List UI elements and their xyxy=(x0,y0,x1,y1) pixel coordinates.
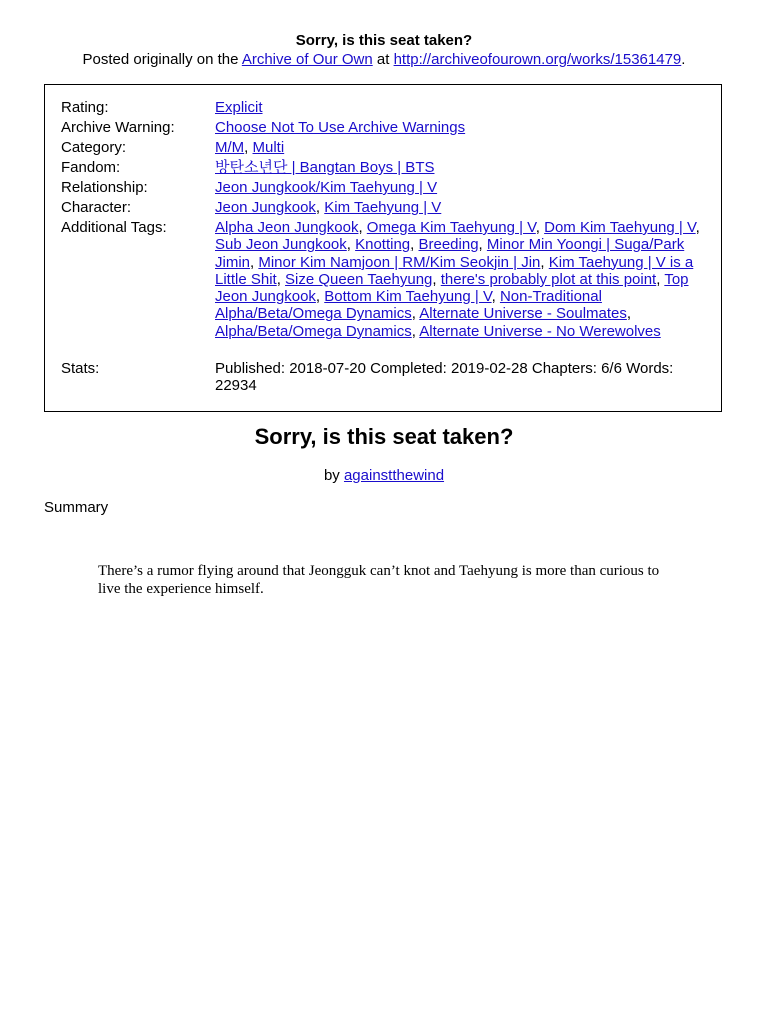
work-metadata-box: Rating: Explicit Archive Warning: Choose Not To Use Archive Warnings Category: M/M, Multi Fandom: 방탄소년단 | Bangtan Boys | BTS Relationship: Jeon Jungkook/Kim Taehyung | V Character: Jeon Jungkook, Kim Taehyung | V Additional Tags: Alpha Jeon Jungkook, Omega Kim Taehyung | V, Dom Kim Taehyung | V, Sub Jeon Jungkook, Knotting, Breeding, Minor Min Yoongi | Suga/Park Jimin, Minor Kim Namjoon | RM/Kim Seokjin | Jin, Kim Taehyung | V is a Little Shit, Size Queen Taehyung, there's probably plot at this point, Top Jeon Jungkook, Bottom Kim Taehyung | V, Non-Traditional Alpha/Beta/Omega Dynamics, Alternate Universe - Soulmates, Alpha/Beta/Omega Dynamics, Alternate Universe - No Werewolves Stats: Published: 2018-07-20 Completed: 2019-02-28 Chapters: 6/6 Words: 22934 xyxy=(44,84,722,412)
character-label: Character: xyxy=(61,199,132,216)
character-link[interactable]: Jeon Jungkook xyxy=(215,199,316,216)
posted-prefix: Posted originally on the xyxy=(82,51,239,68)
tag-link[interactable]: Alternate Universe - No Werewolves xyxy=(419,322,661,340)
tag-link[interactable]: Non-Traditional Alpha/Beta/Omega Dynamics xyxy=(215,288,602,323)
tag-link[interactable]: Size Queen Taehyung xyxy=(285,270,433,288)
category-link[interactable]: Multi xyxy=(252,139,285,156)
tag-link[interactable]: Bottom Kim Taehyung | V xyxy=(324,288,492,306)
work-title: Sorry, is this seat taken? xyxy=(254,424,514,449)
archive-link[interactable]: Archive of Our Own xyxy=(241,51,373,68)
rating-link[interactable]: Explicit xyxy=(215,99,263,116)
category-label: Category: xyxy=(61,139,127,156)
period: . xyxy=(681,51,686,68)
tags-list: Alpha Jeon Jungkook, Omega Kim Taehyung | V, Dom Kim Taehyung | V, Sub Jeon Jungkook, Knotting, Breeding, Minor Min Yoongi | Suga/Park Jimin, Minor Kim Namjoon | RM/Kim Seokjin | Jin, Kim Taehyung | V is a Little Shit, Size Queen Taehyung, there's probably plot at this point, Top Jeon Jungkook, Bottom Kim Taehyung | V, Non-Traditional Alpha/Beta/Omega Dynamics, Alternate Universe - Soulmates, Alpha/Beta/Omega Dynamics, Alternate Universe - No Werewolves xyxy=(215,219,700,340)
tags-label: Additional Tags: xyxy=(61,219,167,236)
stats-label: Stats: xyxy=(61,360,100,377)
tag-link[interactable]: Omega Kim Taehyung | V xyxy=(366,219,536,236)
fandom-link[interactable]: 방탄소년단 | Bangtan Boys | BTS xyxy=(215,159,435,176)
warning-link[interactable]: Choose Not To Use Archive Warnings xyxy=(215,119,466,136)
author-link[interactable]: againstthewind xyxy=(343,467,445,484)
document-header xyxy=(0,0,768,69)
tag-link[interactable]: Alpha/Beta/Omega Dynamics xyxy=(215,322,412,340)
summary-heading: Summary xyxy=(44,499,109,516)
tag-link[interactable]: Sub Jeon Jungkook xyxy=(215,236,347,254)
tag-link[interactable]: Minor Min Yoongi | Suga/Park Jimin xyxy=(215,236,685,271)
rating-label: Rating: xyxy=(61,99,109,116)
header-title: Sorry, is this seat taken? xyxy=(295,32,473,49)
tag-link[interactable]: Kim Taehyung | V is a Little Shit xyxy=(215,253,694,288)
at-text: at xyxy=(376,51,390,68)
posted-line xyxy=(0,50,768,69)
tag-link[interactable]: Dom Kim Taehyung | V xyxy=(544,219,696,236)
warning-label: Archive Warning: xyxy=(61,119,175,136)
tag-link[interactable]: Knotting xyxy=(355,236,411,254)
relationship-label: Relationship: xyxy=(61,179,148,196)
tag-link[interactable]: Minor Kim Namjoon | RM/Kim Seokjin | Jin xyxy=(258,253,541,271)
summary-text: There’s a rumor flying around that Jeongguk can’t knot and Taehyung is more than curious to live the experience himself. xyxy=(98,563,660,597)
stats-value: Published: 2018-07-20 Completed: 2019-02-28 Chapters: 6/6 Words: 22934 xyxy=(215,360,674,395)
tag-link[interactable]: Breeding xyxy=(418,236,479,254)
character-link[interactable]: Kim Taehyung | V xyxy=(324,199,442,216)
tag-link[interactable]: Alternate Universe - Soulmates xyxy=(419,305,627,323)
category-link[interactable]: M/M xyxy=(215,139,245,156)
by-text: by xyxy=(323,467,340,484)
work-url-link[interactable]: http://archiveofourown.org/works/15361479 xyxy=(393,51,682,68)
tag-link[interactable]: there's probably plot at this point xyxy=(440,270,657,288)
fandom-label: Fandom: xyxy=(61,159,121,176)
tag-link[interactable]: Alpha Jeon Jungkook xyxy=(215,219,359,236)
relationship-link[interactable]: Jeon Jungkook/Kim Taehyung | V xyxy=(215,179,438,196)
tag-link[interactable]: Top Jeon Jungkook xyxy=(215,270,689,306)
byline xyxy=(0,467,768,484)
